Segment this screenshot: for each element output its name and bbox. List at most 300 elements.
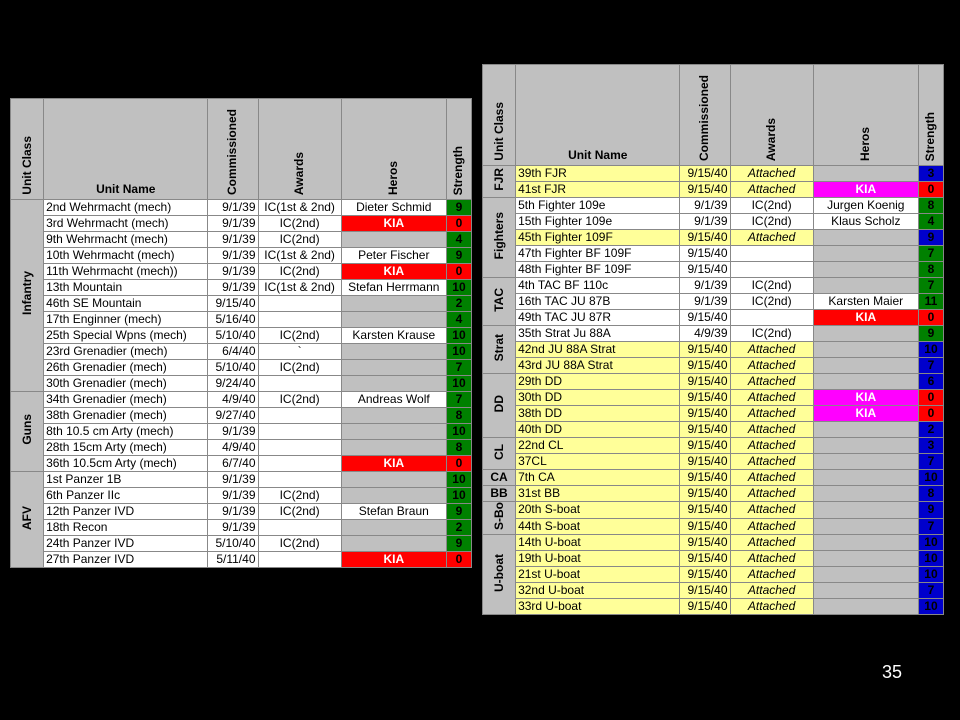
commissioned-cell: 9/15/40 — [680, 358, 730, 374]
strength-cell: 10 — [446, 376, 471, 392]
table-row — [483, 518, 944, 535]
awards-cell: IC(2nd) — [258, 264, 341, 280]
unit-class-cell — [483, 374, 516, 438]
hero-cell — [813, 262, 918, 278]
hero-cell — [813, 599, 918, 615]
awards-cell: IC(2nd) — [258, 232, 341, 248]
commissioned-cell: 9/15/40 — [680, 567, 730, 583]
unit-name-cell: 5th Fighter 109e — [516, 198, 680, 214]
awards-cell: IC(2nd) — [730, 214, 813, 230]
commissioned-cell: 5/10/40 — [208, 536, 258, 552]
hero-cell: KIA — [813, 390, 918, 406]
strength-cell: 10 — [918, 470, 943, 486]
strength-cell: 3 — [918, 166, 943, 182]
commissioned-cell: 5/10/40 — [208, 360, 258, 376]
strength-cell: 7 — [918, 278, 943, 294]
awards-cell: Attached — [730, 438, 813, 454]
strength-cell: 8 — [918, 262, 943, 278]
unit-class-cell — [483, 502, 516, 535]
awards-cell — [258, 552, 341, 568]
strength-cell: 7 — [446, 392, 471, 408]
commissioned-cell: 9/1/39 — [680, 294, 730, 310]
table-row — [11, 376, 472, 392]
hero-cell: Karsten Maier — [813, 294, 918, 310]
strength-cell: 7 — [918, 246, 943, 262]
commissioned-cell: 9/1/39 — [680, 278, 730, 294]
unit-class-label: TAC — [491, 287, 506, 312]
hero-cell — [813, 278, 918, 294]
table-row — [483, 551, 944, 567]
slide-number: 35 — [881, 662, 902, 682]
unit-name-cell: 32nd U-boat — [516, 583, 680, 599]
hero-cell: Dieter Schmid — [341, 200, 446, 216]
awards-cell: IC(2nd) — [258, 488, 341, 504]
table-row — [483, 406, 944, 422]
commissioned-cell: 9/15/40 — [680, 390, 730, 406]
hero-cell: Stefan Herrmann — [341, 280, 446, 296]
strength-cell: 10 — [446, 344, 471, 360]
hero-cell: Stefan Braun — [341, 504, 446, 520]
commissioned-cell: 9/24/40 — [208, 376, 258, 392]
commissioned-cell: 6/7/40 — [208, 456, 258, 472]
unit-name-cell: 36th 10.5cm Arty (mech) — [44, 456, 208, 472]
strength-cell: 6 — [918, 374, 943, 390]
commissioned-cell: 9/15/40 — [680, 551, 730, 567]
strength-cell: 7 — [918, 518, 943, 535]
strength-cell: 7 — [446, 360, 471, 376]
strength-cell: 10 — [446, 280, 471, 296]
hero-cell — [813, 518, 918, 535]
table-row — [11, 424, 472, 440]
unit-name-cell: 23rd Grenadier (mech) — [44, 344, 208, 360]
table-row — [483, 358, 944, 374]
strength-cell: 10 — [918, 599, 943, 615]
strength-cell: 9 — [918, 502, 943, 519]
unit-name-cell: 8th 10.5 cm Arty (mech) — [44, 424, 208, 440]
strength-cell: 10 — [446, 424, 471, 440]
strength-cell: 0 — [918, 182, 943, 198]
commissioned-cell: 9/1/39 — [208, 504, 258, 520]
awards-cell: Attached — [730, 390, 813, 406]
unit-name-cell: 29th DD — [516, 374, 680, 390]
table-row — [11, 200, 472, 216]
strength-cell: 7 — [918, 454, 943, 470]
heros-header: Heros — [813, 65, 918, 166]
strength-cell: 4 — [446, 232, 471, 248]
table-row — [483, 166, 944, 182]
hero-cell — [813, 502, 918, 519]
strength-cell: 8 — [918, 198, 943, 214]
hero-cell: KIA — [813, 310, 918, 326]
table-row — [483, 583, 944, 599]
unit-name-cell: 31st BB — [516, 486, 680, 502]
table-row — [11, 312, 472, 328]
commissioned-cell: 9/1/39 — [208, 280, 258, 296]
awards-cell: Attached — [730, 454, 813, 470]
awards-cell: IC(2nd) — [258, 536, 341, 552]
commissioned-cell: 4/9/40 — [208, 392, 258, 408]
commissioned-cell: 9/15/40 — [680, 374, 730, 390]
unit-name-cell: 25th Special Wpns (mech) — [44, 328, 208, 344]
strength-cell: 9 — [446, 504, 471, 520]
table-row — [483, 294, 944, 310]
table-row — [483, 310, 944, 326]
awards-cell: IC(2nd) — [258, 504, 341, 520]
awards-cell: IC(2nd) — [258, 328, 341, 344]
unit-name-cell: 30th DD — [516, 390, 680, 406]
hero-cell — [813, 486, 918, 502]
table-row — [483, 262, 944, 278]
unit-name-cell: 3rd Wehrmacht (mech) — [44, 216, 208, 232]
awards-cell — [258, 312, 341, 328]
hero-cell — [813, 358, 918, 374]
commissioned-cell: 9/15/40 — [680, 262, 730, 278]
hero-cell: Klaus Scholz — [813, 214, 918, 230]
unit-name-cell: 14th U-boat — [516, 535, 680, 551]
unit-class-cell — [483, 326, 516, 374]
awards-cell: Attached — [730, 535, 813, 551]
awards-cell: Attached — [730, 166, 813, 182]
table-row — [11, 296, 472, 312]
unit-class-cell — [483, 470, 516, 486]
unit-name-cell: 48th Fighter BF 109F — [516, 262, 680, 278]
table-row — [483, 182, 944, 198]
unit-name-cell: 19th U-boat — [516, 551, 680, 567]
unit-class-label: BB — [490, 486, 508, 500]
hero-cell — [341, 424, 446, 440]
strength-cell: 0 — [446, 456, 471, 472]
commissioned-cell: 9/15/40 — [680, 486, 730, 502]
table-row — [483, 342, 944, 358]
unit-name-cell: 20th S-boat — [516, 502, 680, 519]
awards-cell: IC(1st & 2nd) — [258, 280, 341, 296]
unit-name-cell: 33rd U-boat — [516, 599, 680, 615]
hero-cell — [341, 520, 446, 536]
commissioned-cell: 9/15/40 — [680, 502, 730, 519]
unit-name-cell: 28th 15cm Arty (mech) — [44, 440, 208, 456]
commissioned-cell: 5/16/40 — [208, 312, 258, 328]
strength-cell: 0 — [446, 264, 471, 280]
hero-cell: KIA — [813, 182, 918, 198]
table-row — [11, 408, 472, 424]
awards-cell — [730, 262, 813, 278]
unit-name-cell: 7th CA — [516, 470, 680, 486]
strength-cell: 10 — [918, 535, 943, 551]
table-row — [11, 440, 472, 456]
table-row — [483, 214, 944, 230]
unit-name-cell: 42nd JU 88A Strat — [516, 342, 680, 358]
unit-class-label: Fighters — [491, 211, 506, 260]
commissioned-cell: 4/9/40 — [208, 440, 258, 456]
hero-cell — [813, 567, 918, 583]
unit-class-cell — [483, 166, 516, 198]
unit-name-cell: 11th Wehrmacht (mech)) — [44, 264, 208, 280]
commissioned-cell: 9/15/40 — [680, 438, 730, 454]
awards-cell — [730, 310, 813, 326]
unit-class-label: Guns — [19, 414, 34, 445]
unit-class-label: Infantry — [19, 271, 34, 316]
strength-cell: 0 — [446, 552, 471, 568]
hero-cell: KIA — [341, 264, 446, 280]
commissioned-cell: 9/1/39 — [208, 264, 258, 280]
awards-cell: Attached — [730, 551, 813, 567]
strength-cell: 10 — [446, 488, 471, 504]
table-row — [483, 438, 944, 454]
unit-name-cell: 49th TAC JU 87R — [516, 310, 680, 326]
awards-cell — [258, 296, 341, 312]
hero-cell — [813, 454, 918, 470]
unit-name-cell: 1st Panzer 1B — [44, 472, 208, 488]
hero-cell: Peter Fischer — [341, 248, 446, 264]
awards-cell — [730, 246, 813, 262]
commissioned-cell: 4/9/39 — [680, 326, 730, 342]
strength-cell: 2 — [918, 422, 943, 438]
table-row — [483, 198, 944, 214]
unit-name-cell: 22nd CL — [516, 438, 680, 454]
table-row — [483, 326, 944, 342]
commissioned-cell: 9/15/40 — [680, 230, 730, 246]
commissioned-cell: 9/15/40 — [680, 182, 730, 198]
table-row — [11, 552, 472, 568]
unit-name-cell: 6th Panzer IIc — [44, 488, 208, 504]
commissioned-cell: 9/15/40 — [680, 166, 730, 182]
unit-name-cell: 26th Grenadier (mech) — [44, 360, 208, 376]
hero-cell — [341, 232, 446, 248]
hero-cell — [813, 166, 918, 182]
unit-name-cell: 21st U-boat — [516, 567, 680, 583]
strength-cell: 10 — [918, 567, 943, 583]
hero-cell — [341, 440, 446, 456]
strength-cell: 0 — [918, 406, 943, 422]
awards-cell: Attached — [730, 486, 813, 502]
table-row — [483, 246, 944, 262]
commissioned-cell: 9/1/39 — [208, 424, 258, 440]
unit-class-cell — [11, 472, 44, 568]
table-row — [483, 390, 944, 406]
strength-cell: 0 — [918, 310, 943, 326]
commissioned-header: Commissioned — [680, 65, 730, 166]
awards-cell: ` — [258, 344, 341, 360]
awards-cell: IC(2nd) — [258, 360, 341, 376]
awards-cell: Attached — [730, 342, 813, 358]
hero-cell — [813, 246, 918, 262]
unit-class-label: Strat — [491, 333, 506, 362]
unit-class-label: U-boat — [491, 553, 506, 592]
unit-name-cell: 18th Recon — [44, 520, 208, 536]
table-row — [483, 470, 944, 486]
unit-name-cell: 40th DD — [516, 422, 680, 438]
awards-cell: Attached — [730, 230, 813, 246]
strength-header: Strength — [918, 65, 943, 166]
commissioned-cell: 6/4/40 — [208, 344, 258, 360]
awards-cell: IC(2nd) — [258, 216, 341, 232]
commissioned-cell: 9/15/40 — [680, 422, 730, 438]
strength-cell: 7 — [918, 358, 943, 374]
unit-class-header: Unit Class — [483, 65, 516, 166]
hero-cell — [813, 422, 918, 438]
unit-name-cell: 15th Fighter 109e — [516, 214, 680, 230]
table-row — [483, 599, 944, 615]
table-row — [11, 472, 472, 488]
heros-header: Heros — [341, 99, 446, 200]
hero-cell — [341, 344, 446, 360]
unit-class-label: FJR — [491, 168, 506, 191]
awards-cell — [258, 456, 341, 472]
strength-cell: 8 — [446, 440, 471, 456]
unit-class-label: S-Bo — [491, 502, 506, 530]
strength-cell: 4 — [918, 214, 943, 230]
hero-cell — [813, 326, 918, 342]
strength-cell: 9 — [918, 326, 943, 342]
unit-name-cell: 13th Mountain — [44, 280, 208, 296]
awards-cell: IC(2nd) — [258, 392, 341, 408]
table-row — [11, 520, 472, 536]
commissioned-cell: 9/1/39 — [208, 472, 258, 488]
awards-cell: Attached — [730, 422, 813, 438]
unit-name-cell: 24th Panzer IVD — [44, 536, 208, 552]
table-row — [483, 230, 944, 246]
table-row — [483, 454, 944, 470]
awards-cell — [258, 472, 341, 488]
unit-name-header: Unit Name — [44, 99, 208, 200]
hero-cell — [813, 583, 918, 599]
awards-cell: IC(2nd) — [730, 294, 813, 310]
strength-cell: 8 — [918, 486, 943, 502]
unit-name-header: Unit Name — [516, 65, 680, 166]
awards-cell: Attached — [730, 518, 813, 535]
strength-header: Strength — [446, 99, 471, 200]
awards-cell: IC(2nd) — [730, 278, 813, 294]
commissioned-cell: 9/15/40 — [680, 583, 730, 599]
commissioned-cell: 9/15/40 — [680, 535, 730, 551]
strength-cell: 10 — [446, 472, 471, 488]
table-row — [483, 486, 944, 502]
awards-header: Awards — [730, 65, 813, 166]
hero-cell — [813, 438, 918, 454]
commissioned-cell: 9/15/40 — [680, 470, 730, 486]
awards-cell: Attached — [730, 406, 813, 422]
table-row — [11, 344, 472, 360]
strength-cell: 9 — [446, 536, 471, 552]
hero-cell — [813, 230, 918, 246]
commissioned-cell: 9/1/39 — [208, 200, 258, 216]
hero-cell — [813, 342, 918, 358]
unit-name-cell: 46th SE Mountain — [44, 296, 208, 312]
unit-name-cell: 45th Fighter 109F — [516, 230, 680, 246]
strength-cell: 9 — [918, 230, 943, 246]
unit-name-cell: 4th TAC BF 110c — [516, 278, 680, 294]
awards-cell: IC(2nd) — [730, 326, 813, 342]
unit-name-cell: 44th S-boat — [516, 518, 680, 535]
unit-name-cell: 27th Panzer IVD — [44, 552, 208, 568]
hero-cell: KIA — [341, 216, 446, 232]
unit-class-cell — [11, 200, 44, 392]
commissioned-cell: 9/15/40 — [680, 406, 730, 422]
table-row — [11, 248, 472, 264]
unit-class-label: AFV — [19, 505, 34, 530]
table-row — [483, 502, 944, 519]
awards-cell: Attached — [730, 599, 813, 615]
awards-cell: Attached — [730, 502, 813, 519]
strength-cell: 0 — [446, 216, 471, 232]
commissioned-cell: 9/1/39 — [208, 520, 258, 536]
hero-cell: KIA — [341, 456, 446, 472]
strength-cell: 7 — [918, 583, 943, 599]
strength-cell: 0 — [918, 390, 943, 406]
strength-cell: 9 — [446, 200, 471, 216]
commissioned-cell: 9/15/40 — [208, 296, 258, 312]
table-row — [11, 328, 472, 344]
table-row — [11, 232, 472, 248]
awards-cell — [258, 376, 341, 392]
table-row — [483, 567, 944, 583]
awards-cell — [258, 424, 341, 440]
unit-class-cell — [483, 486, 516, 502]
awards-cell — [258, 520, 341, 536]
commissioned-cell: 9/27/40 — [208, 408, 258, 424]
table-row — [11, 504, 472, 520]
table-row — [11, 392, 472, 408]
unit-name-cell: 12th Panzer IVD — [44, 504, 208, 520]
strength-cell: 8 — [446, 408, 471, 424]
hero-cell — [341, 376, 446, 392]
awards-cell: IC(2nd) — [730, 198, 813, 214]
unit-name-cell: 43rd JU 88A Strat — [516, 358, 680, 374]
unit-class-label: CL — [491, 443, 506, 460]
unit-name-cell: 30th Grenadier (mech) — [44, 376, 208, 392]
commissioned-cell: 9/1/39 — [208, 248, 258, 264]
strength-cell: 2 — [446, 296, 471, 312]
hero-cell — [341, 408, 446, 424]
commissioned-cell: 9/1/39 — [680, 214, 730, 230]
strength-cell: 3 — [918, 438, 943, 454]
awards-cell: Attached — [730, 583, 813, 599]
hero-cell — [813, 551, 918, 567]
table-row — [11, 456, 472, 472]
hero-cell — [813, 470, 918, 486]
awards-cell: IC(1st & 2nd) — [258, 200, 341, 216]
table-row — [483, 278, 944, 294]
strength-cell: 10 — [446, 328, 471, 344]
unit-name-cell: 17th Enginner (mech) — [44, 312, 208, 328]
commissioned-cell: 9/1/39 — [208, 488, 258, 504]
awards-cell: IC(1st & 2nd) — [258, 248, 341, 264]
strength-cell: 11 — [918, 294, 943, 310]
commissioned-header: Commissioned — [208, 99, 258, 200]
unit-name-cell: 2nd Wehrmacht (mech) — [44, 200, 208, 216]
unit-name-cell: 37CL — [516, 454, 680, 470]
hero-cell — [341, 488, 446, 504]
unit-name-cell: 38th DD — [516, 406, 680, 422]
strength-cell: 4 — [446, 312, 471, 328]
unit-class-cell — [483, 535, 516, 615]
table-row — [483, 422, 944, 438]
strength-cell: 10 — [918, 342, 943, 358]
hero-cell — [341, 360, 446, 376]
hero-cell: Karsten Krause — [341, 328, 446, 344]
unit-name-cell: 38th Grenadier (mech) — [44, 408, 208, 424]
awards-cell: Attached — [730, 182, 813, 198]
unit-class-label: DD — [491, 394, 506, 413]
awards-cell: Attached — [730, 358, 813, 374]
table-row — [11, 360, 472, 376]
unit-class-header: Unit Class — [11, 99, 44, 200]
hero-cell: Andreas Wolf — [341, 392, 446, 408]
unit-name-cell: 47th Fighter BF 109F — [516, 246, 680, 262]
commissioned-cell: 5/10/40 — [208, 328, 258, 344]
hero-cell — [813, 535, 918, 551]
awards-header: Awards — [258, 99, 341, 200]
